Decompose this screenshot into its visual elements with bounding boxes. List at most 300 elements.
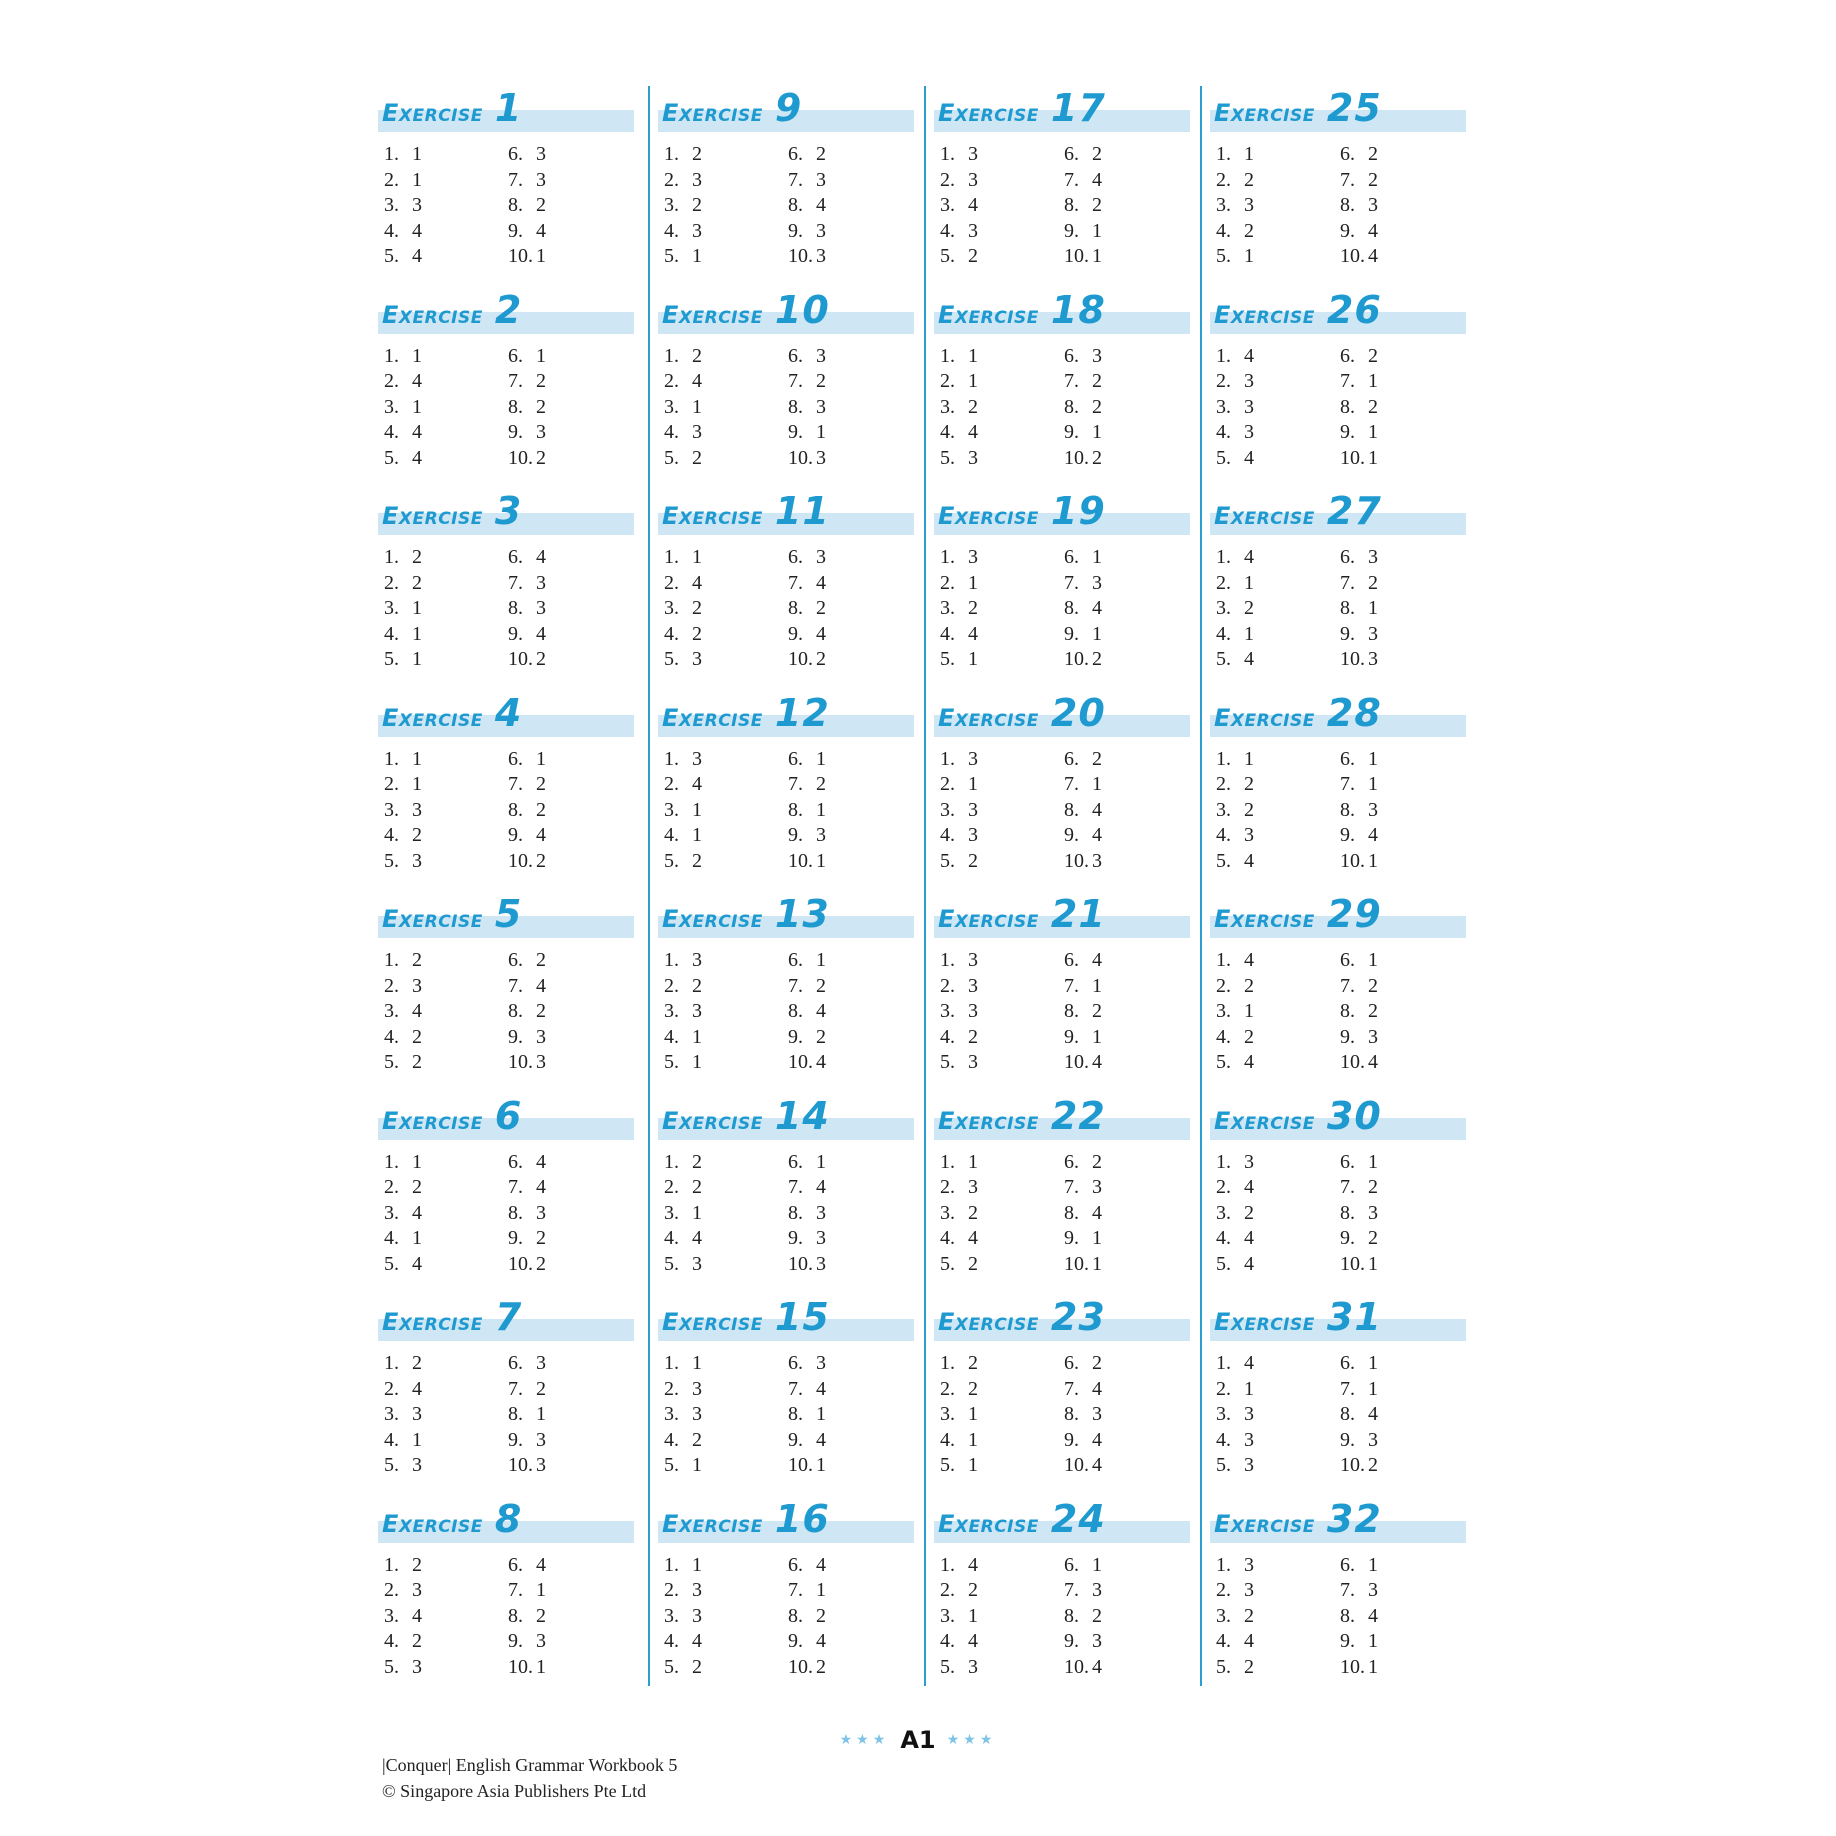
answer-item (664, 1050, 788, 1076)
question-number: 7. (788, 168, 803, 191)
answer-item (788, 1201, 912, 1227)
answer-value: 1 (1092, 773, 1102, 796)
answer-value: 4 (692, 1227, 702, 1250)
question-number: 2. (664, 168, 679, 191)
answer-value: 1 (816, 747, 826, 770)
question-number: 4. (1216, 1630, 1231, 1653)
answer-value: 3 (692, 747, 702, 770)
question-number: 3. (940, 1000, 955, 1023)
answer-value: 2 (816, 1655, 826, 1678)
answer-value: 3 (816, 245, 826, 268)
answer-value: 2 (536, 446, 546, 469)
exercise-number: 21 (1050, 892, 1106, 936)
answer-value: 1 (412, 648, 422, 671)
exercise-block (934, 892, 1200, 1094)
answer-value: 4 (1368, 1403, 1378, 1426)
answer-value: 4 (968, 1227, 978, 1250)
question-number: 9. (788, 219, 803, 242)
answer-item (788, 168, 912, 194)
question-number: 9. (1064, 1428, 1079, 1451)
answer-item (1064, 1553, 1188, 1579)
answer-list (658, 142, 924, 270)
answer-item (1064, 395, 1188, 421)
answer-item (508, 798, 632, 824)
question-number: 7. (1064, 168, 1079, 191)
question-number: 5. (384, 648, 399, 671)
answer-item (664, 1351, 788, 1377)
answer-value: 3 (692, 1579, 702, 1602)
answer-list (1210, 747, 1476, 875)
answer-item (1216, 1604, 1340, 1630)
answer-value: 1 (692, 1025, 702, 1048)
answer-list (378, 142, 648, 270)
answer-item (384, 395, 508, 421)
answer-value: 3 (536, 1352, 546, 1374)
exercise-title (662, 1497, 830, 1541)
answer-value: 2 (816, 370, 826, 393)
answer-value: 1 (968, 370, 978, 393)
answer-item (384, 1175, 508, 1201)
question-number: 5. (1216, 1454, 1231, 1477)
answer-item (664, 1377, 788, 1403)
answer-value: 2 (1244, 1201, 1254, 1224)
answer-value: 3 (536, 1630, 546, 1653)
question-number: 3. (1216, 1403, 1231, 1426)
answer-item (664, 772, 788, 798)
answer-item (1216, 1351, 1340, 1377)
answer-value: 4 (1092, 597, 1102, 620)
exercise-heading (658, 1295, 914, 1345)
question-number: 6. (508, 949, 523, 971)
question-number: 1. (384, 1352, 399, 1374)
exercise-heading (658, 489, 914, 539)
answer-item (940, 1578, 1064, 1604)
question-number: 3. (1216, 798, 1231, 821)
answer-item (384, 622, 508, 648)
question-number: 6. (788, 747, 803, 770)
question-number: 8. (508, 194, 523, 217)
question-number: 4. (384, 421, 399, 444)
exercise-word: Exercise (662, 300, 763, 329)
answer-value: 2 (1244, 168, 1254, 191)
question-number: 10. (1064, 446, 1089, 469)
answer-value: 3 (692, 168, 702, 191)
answer-list (1210, 1351, 1476, 1479)
answer-item (788, 1604, 912, 1630)
answer-item (664, 747, 788, 773)
answer-value: 2 (1244, 1655, 1254, 1678)
question-number: 6. (788, 143, 803, 165)
question-number: 9. (508, 1227, 523, 1250)
exercise-word: Exercise (662, 1106, 763, 1135)
answer-value: 4 (536, 824, 546, 847)
exercise-title (938, 691, 1106, 735)
answer-item (940, 974, 1064, 1000)
copyright-notice: © Singapore Asia Publishers Pte Ltd (382, 1781, 647, 1801)
answer-value: 3 (968, 747, 978, 770)
answer-item (664, 1428, 788, 1454)
question-number: 8. (1064, 395, 1079, 418)
answer-value: 4 (536, 1150, 546, 1173)
question-number: 8. (788, 1403, 803, 1426)
answer-item (940, 1553, 1064, 1579)
answer-value: 3 (692, 1377, 702, 1400)
answer-value: 2 (692, 1176, 702, 1199)
answer-list (378, 545, 648, 673)
answer-item (1064, 1175, 1188, 1201)
answer-item (508, 999, 632, 1025)
answer-value: 3 (412, 798, 422, 821)
answer-item (1064, 1402, 1188, 1428)
answer-value: 1 (1092, 1025, 1102, 1048)
answer-value: 1 (692, 1352, 702, 1374)
question-number: 7. (508, 974, 523, 997)
question-number: 1. (1216, 546, 1231, 568)
exercise-heading (934, 1094, 1190, 1144)
question-number: 4. (1216, 622, 1231, 645)
answer-list (1210, 948, 1476, 1076)
answer-value: 1 (1368, 849, 1378, 872)
answer-item (508, 1377, 632, 1403)
answer-value: 4 (1244, 849, 1254, 872)
answer-value: 2 (536, 1377, 546, 1400)
question-number: 2. (940, 168, 955, 191)
answer-value: 3 (816, 1201, 826, 1224)
question-number: 6. (1064, 1553, 1079, 1576)
answer-item (1064, 369, 1188, 395)
answer-value: 2 (968, 245, 978, 268)
exercise-heading (1210, 86, 1466, 136)
answer-item (1216, 168, 1340, 194)
answer-list (378, 1150, 648, 1278)
answer-item (788, 647, 912, 673)
exercise-heading (378, 86, 634, 136)
question-number: 3. (940, 1604, 955, 1627)
question-number: 10. (1064, 1454, 1089, 1477)
question-number: 7. (1340, 1176, 1355, 1199)
answer-item (940, 1050, 1064, 1076)
answer-value: 1 (412, 597, 422, 620)
question-number: 2. (384, 1176, 399, 1199)
exercise-column (372, 86, 648, 1686)
answer-value: 2 (412, 1025, 422, 1048)
exercise-block (658, 288, 924, 490)
answer-value: 3 (816, 446, 826, 469)
question-number: 5. (1216, 1051, 1231, 1074)
exercise-block (934, 1295, 1200, 1497)
question-number: 4. (664, 1025, 679, 1048)
answer-item (1340, 1655, 1464, 1681)
answer-value: 2 (692, 974, 702, 997)
exercise-block (1210, 86, 1476, 288)
answer-value: 1 (968, 773, 978, 796)
question-number: 9. (1064, 1025, 1079, 1048)
answer-value: 1 (1092, 245, 1102, 268)
answer-item (384, 193, 508, 219)
answer-item (1064, 420, 1188, 446)
question-number: 7. (1064, 974, 1079, 997)
question-number: 7. (508, 773, 523, 796)
answer-item (664, 823, 788, 849)
answer-value: 2 (1092, 1150, 1102, 1173)
answer-value: 2 (816, 773, 826, 796)
answer-value: 3 (1092, 1630, 1102, 1653)
question-number: 6. (788, 1553, 803, 1576)
question-number: 5. (940, 245, 955, 268)
answer-item (1064, 1351, 1188, 1377)
question-number: 4. (940, 1428, 955, 1451)
answer-value: 4 (536, 1176, 546, 1199)
question-number: 10. (508, 446, 533, 469)
answer-item (508, 369, 632, 395)
answer-item (1064, 219, 1188, 245)
answer-item (1216, 1175, 1340, 1201)
question-number: 6. (1064, 344, 1079, 367)
exercise-block (1210, 1295, 1476, 1497)
answer-value: 3 (1368, 546, 1378, 568)
question-number: 6. (508, 1150, 523, 1173)
exercise-word: Exercise (1214, 1106, 1315, 1135)
answer-value: 4 (1092, 949, 1102, 971)
answer-item (1340, 747, 1464, 773)
exercise-heading (378, 1497, 634, 1547)
answer-value: 2 (412, 824, 422, 847)
question-number: 2. (384, 974, 399, 997)
exercise-title (382, 86, 522, 130)
answer-value: 4 (1244, 344, 1254, 367)
question-number: 9. (788, 421, 803, 444)
answer-item (940, 596, 1064, 622)
answer-item (664, 244, 788, 270)
question-number: 1. (384, 546, 399, 568)
answer-value: 3 (1368, 1579, 1378, 1602)
question-number: 1. (664, 747, 679, 770)
answer-item (940, 647, 1064, 673)
question-number: 8. (508, 395, 523, 418)
answer-value: 3 (968, 1000, 978, 1023)
question-number: 7. (1064, 773, 1079, 796)
answer-item (788, 772, 912, 798)
answer-value: 4 (968, 194, 978, 217)
answer-value: 1 (1244, 1000, 1254, 1023)
answer-item (1216, 395, 1340, 421)
answer-value: 2 (536, 949, 546, 971)
answer-value: 4 (536, 219, 546, 242)
exercise-title (1214, 288, 1382, 332)
question-number: 5. (384, 1454, 399, 1477)
question-number: 9. (1064, 622, 1079, 645)
question-number: 3. (664, 194, 679, 217)
answer-item (1064, 446, 1188, 472)
answer-value: 4 (536, 1553, 546, 1576)
answer-value: 2 (1368, 1000, 1378, 1023)
answer-list (658, 948, 924, 1076)
exercise-word: Exercise (662, 1509, 763, 1538)
exercise-title (1214, 1094, 1382, 1138)
question-number: 10. (1064, 245, 1089, 268)
answer-item (1340, 193, 1464, 219)
question-number: 2. (664, 1176, 679, 1199)
question-number: 4. (1216, 824, 1231, 847)
exercise-number: 30 (1326, 1093, 1382, 1138)
stars-left-decoration: ★★★ (839, 1732, 890, 1748)
answer-value: 4 (1368, 219, 1378, 242)
exercise-heading (658, 1497, 914, 1547)
question-number: 7. (788, 1176, 803, 1199)
answer-value: 4 (1092, 168, 1102, 191)
answer-item (1340, 395, 1464, 421)
exercise-heading (1210, 489, 1466, 539)
answer-item (384, 219, 508, 245)
answer-value: 4 (816, 571, 826, 594)
exercise-heading (378, 1094, 634, 1144)
answer-item (508, 244, 632, 270)
exercise-title (938, 288, 1106, 332)
question-number: 8. (1064, 1000, 1079, 1023)
question-number: 3. (940, 395, 955, 418)
question-number: 4. (1216, 1428, 1231, 1451)
answer-value: 1 (412, 1227, 422, 1250)
answer-item (940, 1428, 1064, 1454)
answer-item (788, 369, 912, 395)
exercise-heading (1210, 288, 1466, 338)
answer-value: 2 (536, 395, 546, 418)
question-number: 3. (384, 1403, 399, 1426)
question-number: 2. (664, 1377, 679, 1400)
question-number: 10. (788, 1051, 813, 1074)
question-number: 2. (1216, 1579, 1231, 1602)
answer-item (1216, 1201, 1340, 1227)
question-number: 10. (1340, 1454, 1365, 1477)
question-number: 6. (1064, 747, 1079, 770)
answer-value: 2 (536, 194, 546, 217)
question-number: 8. (788, 597, 803, 620)
answer-value: 1 (1368, 1352, 1378, 1374)
question-number: 6. (788, 1352, 803, 1374)
question-number: 6. (1064, 143, 1079, 165)
question-number: 6. (1340, 143, 1355, 165)
answer-item (384, 948, 508, 974)
answer-item (788, 545, 912, 571)
answer-value: 3 (816, 344, 826, 367)
exercise-heading (658, 288, 914, 338)
exercise-word: Exercise (382, 905, 483, 933)
answer-value: 1 (1092, 421, 1102, 444)
question-number: 5. (1216, 1655, 1231, 1678)
question-number: 4. (1216, 421, 1231, 444)
answer-item (1216, 1453, 1340, 1479)
question-number: 1. (1216, 143, 1231, 165)
answer-value: 2 (692, 1428, 702, 1451)
answer-item (940, 1604, 1064, 1630)
answer-value: 2 (536, 370, 546, 393)
answer-item (788, 596, 912, 622)
question-number: 9. (1340, 1428, 1355, 1451)
question-number: 3. (384, 1604, 399, 1627)
question-number: 5. (664, 1454, 679, 1477)
answer-item (940, 168, 1064, 194)
exercise-word: Exercise (1214, 1509, 1315, 1538)
answer-value: 2 (536, 773, 546, 796)
answer-value: 3 (692, 1403, 702, 1426)
answer-item (788, 1351, 912, 1377)
question-number: 2. (1216, 974, 1231, 997)
exercise-number: 26 (1326, 287, 1382, 332)
question-number: 6. (1340, 1553, 1355, 1576)
answer-key-page (372, 86, 1476, 1686)
answer-item (788, 1402, 912, 1428)
question-number: 8. (1064, 1604, 1079, 1627)
answer-value: 2 (1368, 571, 1378, 594)
footer-credits (382, 1752, 677, 1804)
answer-item (788, 1252, 912, 1278)
answer-item (1064, 1025, 1188, 1051)
answer-item (1340, 168, 1464, 194)
answer-item (664, 369, 788, 395)
question-number: 2. (1216, 1377, 1231, 1400)
answer-list (934, 1150, 1200, 1278)
answer-item (508, 1050, 632, 1076)
answer-value: 2 (1092, 194, 1102, 217)
answer-item (940, 622, 1064, 648)
question-number: 8. (1064, 1201, 1079, 1224)
answer-value: 2 (412, 1352, 422, 1374)
answer-value: 2 (1244, 798, 1254, 821)
exercise-block (658, 86, 924, 288)
question-number: 5. (940, 1252, 955, 1275)
question-number: 1. (1216, 1150, 1231, 1173)
question-number: 5. (1216, 1252, 1231, 1275)
exercise-title (662, 489, 830, 533)
answer-item (508, 446, 632, 472)
answer-item (664, 1553, 788, 1579)
answer-value: 1 (536, 1403, 546, 1426)
answer-item (940, 1201, 1064, 1227)
answer-value: 1 (692, 824, 702, 847)
exercise-word: Exercise (938, 502, 1039, 530)
exercise-number: 18 (1050, 287, 1106, 332)
answer-value: 4 (816, 1176, 826, 1199)
answer-item (664, 1201, 788, 1227)
answer-value: 3 (1244, 1579, 1254, 1602)
answer-value: 1 (968, 648, 978, 671)
answer-item (1064, 798, 1188, 824)
question-number: 5. (384, 1252, 399, 1275)
answer-item (664, 1025, 788, 1051)
question-number: 3. (940, 194, 955, 217)
answer-list (934, 545, 1200, 673)
question-number: 8. (1340, 1403, 1355, 1426)
answer-item (664, 1150, 788, 1176)
answer-value: 4 (692, 773, 702, 796)
answer-value: 3 (968, 974, 978, 997)
answer-item (1340, 1351, 1464, 1377)
question-number: 8. (508, 597, 523, 620)
question-number: 2. (940, 974, 955, 997)
answer-value: 1 (968, 1428, 978, 1451)
answer-value: 3 (1092, 344, 1102, 367)
answer-value: 1 (692, 245, 702, 268)
answer-value: 1 (1092, 546, 1102, 568)
answer-item (664, 344, 788, 370)
question-number: 7. (788, 974, 803, 997)
answer-item (1340, 142, 1464, 168)
answer-value: 1 (968, 1403, 978, 1426)
answer-list (934, 747, 1200, 875)
answer-item (508, 1226, 632, 1252)
exercise-block (378, 1295, 648, 1497)
question-number: 7. (1340, 773, 1355, 796)
